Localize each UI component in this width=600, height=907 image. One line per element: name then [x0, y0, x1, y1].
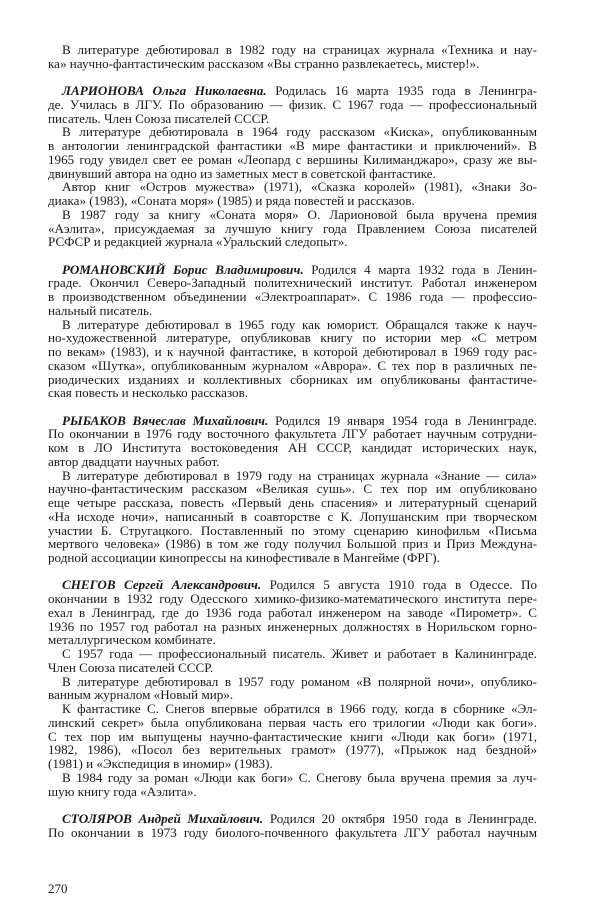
text-line — [48, 469, 537, 483]
text-line — [48, 524, 537, 538]
text-line — [48, 331, 537, 345]
biography-entry — [48, 84, 537, 249]
line-text: по векам» (1983), и к научной фантастике, в которой дебютировал в 1969 году рас- — [48, 344, 537, 359]
text-line — [48, 482, 537, 496]
text-line — [48, 43, 537, 57]
text-line — [48, 537, 537, 551]
line-text: мертвого человека» (1986) в том же году получил Большой приз и Приз Междуна- — [48, 536, 537, 552]
paragraph — [48, 578, 537, 647]
paragraph — [48, 180, 537, 208]
line-text: автор двадцати научных работ. — [48, 453, 220, 469]
line-text: «Аэлита», присуждаемая за лучшую книгу года Правлением Союза писателей — [48, 220, 537, 236]
author-name: РОМАНОВСКИЙ Борис Владимирович. — [62, 261, 304, 277]
line-text: еще четыре рассказа, повесть «Первый день спасения» и литературный сценарий — [48, 495, 537, 510]
line-text: В литературе дебютировал в 1979 году на страницах журнала «Знание — сила» — [62, 467, 537, 483]
line-text: В 1984 году за роман «Люди как боги» С. Снегову была вручена премия за луч- — [62, 769, 537, 785]
text-line — [48, 235, 537, 249]
biography-entry — [48, 263, 537, 401]
text-line — [48, 57, 537, 71]
text-line — [48, 496, 537, 510]
text-line — [48, 730, 537, 744]
text-line — [48, 414, 537, 428]
line-text: нальный писатель. — [48, 302, 153, 318]
line-text: граде. Окончил Северо-Западный политехнический институт. Работал инженером — [48, 275, 537, 291]
text-line — [48, 194, 537, 208]
text-line — [48, 785, 537, 799]
paragraph — [48, 414, 537, 469]
text-line — [48, 345, 537, 359]
text-line — [48, 359, 537, 373]
line-text: Родился 5 августа 1910 года в Одессе. По — [261, 577, 537, 593]
text-line — [48, 84, 537, 98]
text-line — [48, 112, 537, 126]
text-line — [48, 675, 537, 689]
text-line — [48, 180, 537, 194]
line-text: 1982, 1986), «Посол без верительных грамот» (1977), «Прыжок над бездной» — [48, 742, 537, 758]
text-line — [48, 592, 537, 606]
line-text: участии Б. Стругацкого. Поставленный по этому сценарию кинофильм «Письма — [48, 522, 537, 538]
text-line — [48, 304, 537, 318]
line-text: В литературе дебютировал в 1965 году как юморист. Обращался также к науч- — [62, 316, 537, 332]
line-text: Родилась 16 марта 1935 года в Ленингра- — [266, 83, 537, 98]
paragraph — [48, 208, 537, 249]
line-text: окончании в 1932 году Одесского химико-физико-математического института пере- — [48, 591, 537, 606]
author-name: СНЕГОВ Сергей Александрович. — [62, 577, 262, 593]
line-text: В литературе дебютировала в 1964 году рассказом «Киска», опубликованным — [62, 124, 537, 140]
text-line — [48, 661, 537, 675]
line-text: Родился 20 октября 1950 года в Ленинграде. — [263, 810, 537, 826]
line-text: сказом «Шутка», опубликованным журналом «Аврора». С тех пор в различных пе- — [48, 357, 537, 373]
line-text: в антологии ленинградской фантастики «В мире фантастики и приключений». В — [48, 138, 537, 153]
text-line — [48, 578, 537, 592]
author-name: СТОЛЯРОВ Андрей Михайлович. — [62, 810, 264, 826]
line-text: шую книгу года «Аэлита». — [48, 783, 197, 799]
line-text: В 1987 году за книгу «Соната моря» О. Ларионовой была вручена премия — [62, 206, 537, 222]
author-name: РЫБАКОВ Вячеслав Михайлович. — [62, 412, 269, 428]
text-line — [48, 688, 537, 702]
line-text: де. Училась в ЛГУ. По образованию — физик. С 1967 года — профессиональный — [48, 96, 537, 112]
line-text: С тех пор им выпущены научно-фантастические книги «Люди как боги» (1971, — [48, 728, 537, 744]
text-line — [48, 606, 537, 620]
text-line — [48, 386, 537, 400]
line-text: металлургическом комбинате. — [48, 632, 216, 648]
text-line — [48, 290, 537, 304]
paragraph — [48, 647, 537, 675]
paragraph — [48, 771, 537, 799]
text-line — [48, 139, 537, 153]
paragraph — [48, 125, 537, 180]
text-line — [48, 222, 537, 236]
line-text: 1965 году увидел свет ее роман «Леопард с вершины Килиманджаро», сразу же вы- — [48, 151, 537, 167]
line-text: родной ассоциации кинопрессы на кинофестивале в Мангейме (ФРГ). — [48, 550, 440, 565]
text-line — [48, 826, 537, 840]
paragraph — [48, 43, 537, 71]
author-name: ЛАРИОНОВА Ольга Николаевна. — [62, 83, 267, 98]
line-text: Автор книг «Остров мужества» (1971), «Сказка королей» (1981), «Знаки Зо- — [62, 179, 537, 195]
text-line — [48, 98, 537, 112]
text-line — [48, 167, 537, 181]
line-text: линский секрет» была опубликована первая часть его трилогии «Люди как боги». — [48, 714, 537, 730]
text-line — [48, 208, 537, 222]
paragraph — [48, 469, 537, 565]
line-text: Родился 4 марта 1932 года в Ленин- — [303, 261, 537, 277]
line-text: В литературе дебютировал в 1982 году на страницах журнала «Техника и нау- — [62, 42, 537, 57]
line-text: Родился 19 января 1954 года в Ленинграде. — [268, 412, 537, 428]
text-line — [48, 620, 537, 634]
paragraph — [48, 812, 537, 840]
text-line — [48, 263, 537, 277]
line-text: Член Союза писателей СССР. — [48, 659, 214, 675]
text-line — [48, 125, 537, 139]
biography-entry — [48, 812, 537, 840]
paragraph — [48, 84, 537, 125]
line-text: двинувший автора на одно из заметных мест в советской фантастике. — [48, 165, 436, 181]
paragraph — [48, 263, 537, 318]
line-text: диака» (1983), «Соната моря» (1985) и ряда повестей и рассказов. — [48, 193, 415, 208]
paragraph — [48, 702, 537, 771]
text-line — [48, 373, 537, 387]
text-line — [48, 633, 537, 647]
book-page-text — [48, 43, 537, 839]
text-line — [48, 812, 537, 826]
line-text: (1981) и «Экспедиция в иномир» (1983). — [48, 756, 273, 771]
line-text: ванным журналом «Новый мир». — [48, 687, 234, 703]
text-line — [48, 318, 537, 332]
line-text: писатель. Член Союза писателей СССР. — [48, 110, 270, 126]
line-text: научно-фантастическим рассказом «Великая сушь». С тех пор им опубликовано — [48, 481, 537, 497]
text-line — [48, 551, 537, 565]
line-text: РСФСР и редакцией журнала «Уральский следопыт». — [48, 234, 348, 250]
biography-entry — [48, 414, 537, 565]
text-line — [48, 743, 537, 757]
line-text: но-художественной литературе, опубликовав книгу по истории мер «С метром — [48, 330, 537, 346]
text-line — [48, 441, 537, 455]
line-text: риодических изданиях и коллективных сборниках им опубликованы фантастиче- — [48, 371, 537, 387]
page-number: 270 — [48, 881, 68, 896]
text-line — [48, 153, 537, 167]
text-line — [48, 455, 537, 469]
line-text: в производственном объединении «Электроаппарат». С 1986 года — профессио- — [48, 289, 537, 304]
text-line — [48, 757, 537, 771]
line-text: К фантастике С. Снегов впервые обратился в 1966 году, когда в сборнике «Эл- — [62, 701, 537, 716]
text-line — [48, 647, 537, 661]
line-text: По окончании в 1973 году биолого-почвенного факультета ЛГУ работал научным — [48, 824, 537, 840]
line-text: ка» научно-фантастическим рассказом «Вы странно развлекаетесь, мистер!». — [48, 55, 480, 71]
text-line — [48, 276, 537, 290]
text-line — [48, 427, 537, 441]
paragraph — [48, 675, 537, 703]
paragraph — [48, 318, 537, 401]
text-line — [48, 702, 537, 716]
text-line — [48, 716, 537, 730]
text-line — [48, 510, 537, 524]
line-text: 1936 по 1957 год работал на разных инженерных должностях в Норильском горно- — [48, 618, 537, 634]
line-text: По окончании в 1976 году восточного факультета ЛГУ работает научным сотрудни- — [48, 426, 537, 442]
line-text: ком в ЛО Института востоковедения АН СССР, кандидат исторических наук, — [48, 440, 537, 455]
line-text: С 1957 года — профессиональный писатель. Живет и работает в Калининграде. — [62, 646, 537, 661]
line-text: «На исходе ночи», написанный в соавторстве с К. Лопушанским при творческом — [48, 508, 537, 524]
line-text: ехал в Ленинград, где до 1936 года работал инженером на заводе «Пирометр». С — [48, 604, 537, 620]
biography-entry — [48, 578, 537, 798]
line-text: ская повесть и несколько рассказов. — [48, 385, 249, 401]
line-text: В литературе дебютировал в 1957 году романом «В полярной ночи», опублико- — [62, 673, 537, 689]
text-line — [48, 771, 537, 785]
biography-entry — [48, 43, 537, 71]
